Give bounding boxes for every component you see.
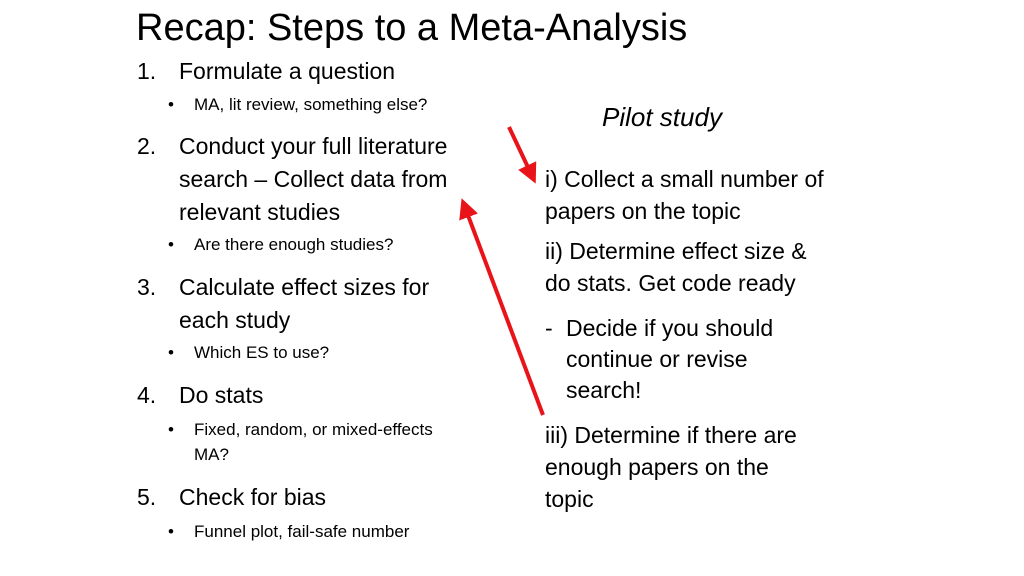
step-number: 2. [137,133,157,159]
pilot-step-2-line-2: do stats. Get code ready [545,270,796,296]
bullet-icon: • [168,522,174,541]
step-number: 3. [137,274,157,300]
sub-text: Fixed, random, or mixed-effects [194,420,433,439]
step-text: Do stats [179,382,264,408]
step-text: search – Collect data from [179,166,448,192]
note-text: continue or revise [566,346,748,372]
pilot-step-3: iii) Determine if there are [545,422,797,448]
bullet-icon: • [168,95,174,114]
step-number: 4. [137,382,157,408]
note-text: Decide if you should [566,315,774,341]
pilot-step-1-line-2: papers on the topic [545,198,741,224]
step-number: 1. [137,58,157,84]
page-title: Recap: Steps to a Meta-Analysis [136,7,688,49]
dash-bullet: - [545,315,553,341]
note-text: search! [566,377,642,403]
sub-text: Which ES to use? [194,343,330,362]
step-text: Calculate effect sizes for [179,274,430,300]
arrow-back-to-search [463,202,543,415]
sub-text: Funnel plot, fail-safe number [194,522,410,541]
sub-text: MA, lit review, something else? [194,95,428,114]
sub-text: MA? [194,445,229,464]
step-text: Check for bias [179,484,327,510]
step-text: Conduct your full literature [179,133,448,159]
sub-text: Are there enough studies? [194,235,394,254]
pilot-step-3-line-2: enough papers on the [545,454,769,480]
pilot-step-3-line-3: topic [545,486,594,512]
bullet-icon: • [168,343,174,362]
step-text: relevant studies [179,199,341,225]
arrow-to-pilot [509,127,534,180]
bullet-icon: • [168,235,174,254]
bullet-icon: • [168,420,174,439]
pilot-study-title: Pilot study [602,102,722,132]
step-text: each study [179,307,291,333]
pilot-step-2: ii) Determine effect size & [545,238,807,264]
pilot-step-1: i) Collect a small number of [545,166,824,192]
step-text: Formulate a question [179,58,396,84]
step-number: 5. [137,484,157,510]
